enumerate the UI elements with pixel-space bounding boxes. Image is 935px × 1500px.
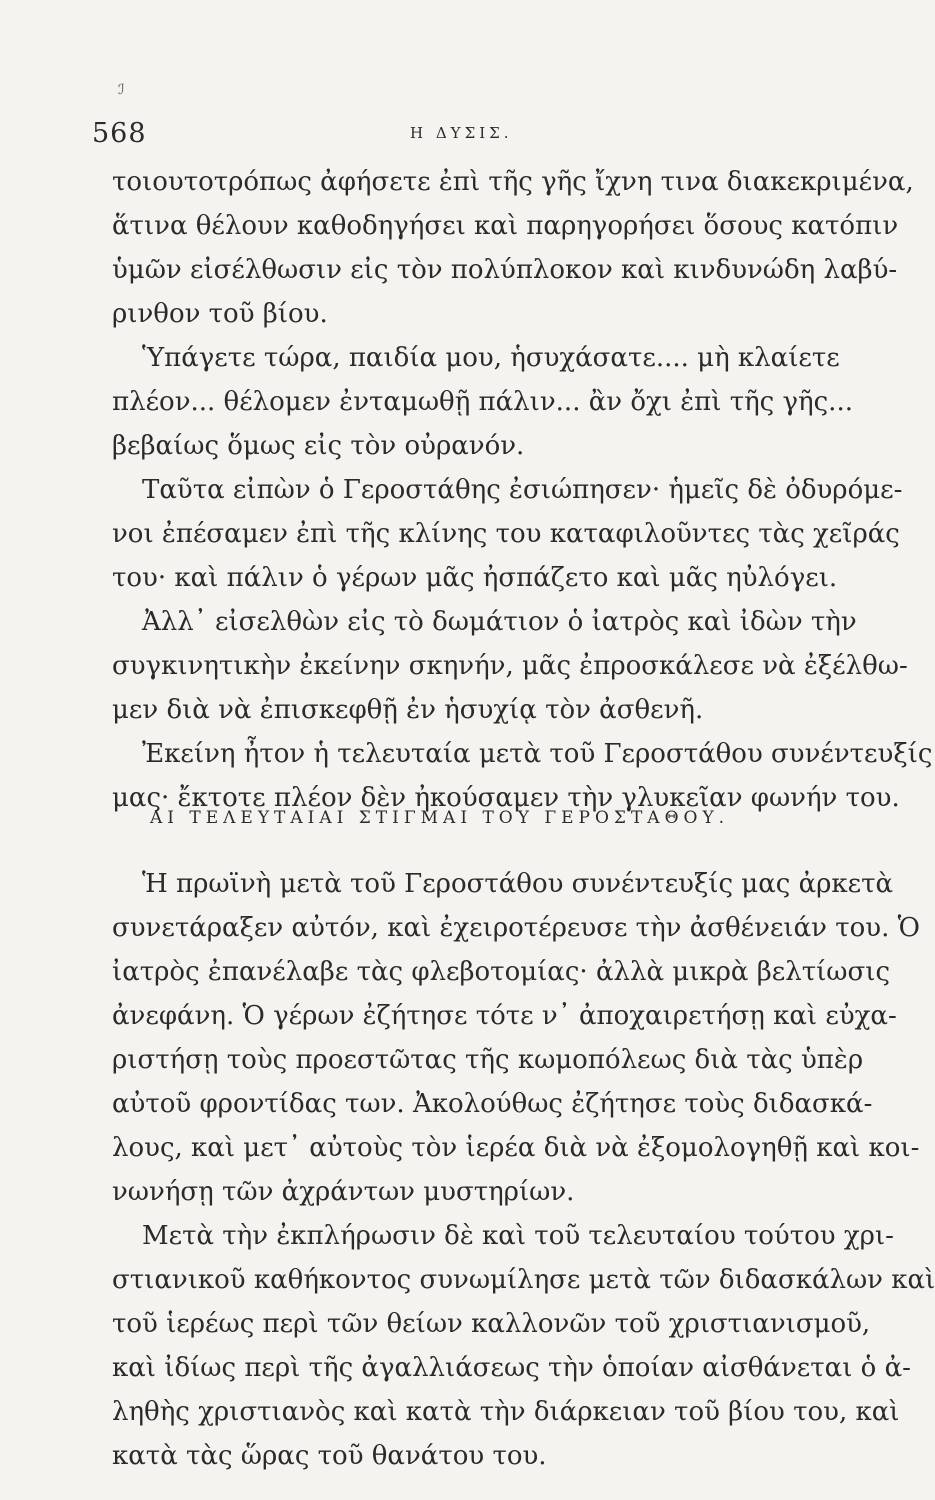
text-line: νοι ἐπέσαμεν ἐπὶ τῆς κλίνης του καταφιλοῦντες τὰς χεῖράς [112,519,900,549]
text-line: ὑμῶν εἰσέλθωσιν εἰς τὸν πολύπλοκον καὶ κινδυνώδη λαβύ- [112,255,898,285]
text-line: Ἀλλ᾽ εἰσελθὼν εἰς τὸ δωμάτιον ὁ ἰατρὸς καὶ ἰδὼν τὴν [142,607,857,637]
running-head: Η ΔΥΣΙΣ. [410,124,513,142]
text-line: στιανικοῦ καθήκοντος συνωμίλησε μετὰ τῶν διδασκάλων καὶ [112,1265,935,1295]
text-line: ἅτινα θέλουν καθοδηγήσει καὶ παρηγορήσει ὅσους κατόπιν [112,211,899,241]
text-line: ἀνεφάνη. Ὁ γέρων ἐζήτησε τότε ν᾽ ἀποχαιρετήσῃ καὶ εὐχα- [112,1001,897,1031]
text-line: νωνήσῃ τῶν ἀχράντων μυστηρίων. [112,1177,575,1207]
chapter-end-text [112,160,933,820]
text-line: βεβαίως ὅμως εἰς τὸν οὐρανόν. [112,431,525,461]
text-line: Ἐκείνη ἦτον ἡ τελευταία μετὰ τοῦ Γεροστάθου συνέντευξίς [142,739,933,769]
text-line: Ταῦτα εἰπὼν ὁ Γεροστάθης ἐσιώπησεν· ἡμεῖς δὲ ὀδυρόμε- [142,475,903,505]
text-line: καὶ ἰδίως περὶ τῆς ἀγαλλιάσεως τὴν ὁποίαν αἰσθάνεται ὁ ἀ- [112,1353,911,1383]
text-line: ἰατρὸς ἐπανέλαβε τὰς φλεβοτομίας· ἀλλὰ μικρὰ βελτίωσις [112,957,891,987]
page-header [0,118,908,158]
page-number: 568 [92,118,147,149]
text-line: τοιουτοτρόπως ἀφήσετε ἐπὶ τῆς γῆς ἴχνη τινα διακεκριμένα, [112,167,914,197]
text-line: ριστήσῃ τοὺς προεστῶτας τῆς κωμοπόλεως διὰ τὰς ὑπὲρ [112,1045,864,1075]
text-line: πλέον... θέλομεν ἐνταμωθῇ πάλιν... ἂν ὄχι ἐπὶ τῆς γῆς... [112,387,853,417]
text-line: Ὑπάγετε τώρα, παιδία μου, ἡσυχάσατε.... μὴ κλαίετε [142,343,840,373]
text-line: λους, καὶ μετ᾽ αὐτοὺς τὸν ἱερέα διὰ νὰ ἐξομολογηθῇ καὶ κοι- [112,1133,920,1163]
section-body-text [112,862,935,1478]
text-line: συνετάραξεν αὐτόν, καὶ ἐχειροτέρευσε τὴν ἀσθένειάν του. Ὁ [112,913,920,943]
text-line: ληθὴς χριστιανὸς καὶ κατὰ τὴν διάρκειαν τοῦ βίου του, καὶ [112,1397,900,1427]
text-line: του· καὶ πάλιν ὁ γέρων μᾶς ἠσπάζετο καὶ μᾶς ηὐλόγει. [112,563,838,593]
text-line: μας· ἔκτοτε πλέον δὲν ἠκούσαμεν τὴν γλυκεῖαν φωνήν του. [112,783,900,813]
text-line: ρινθον τοῦ βίου. [112,299,328,329]
section-title: ΑΙ ΤΕΛΕΥΤΑΙΑΙ ΣΤΙΓΜΑΙ ΤΟΥ ΓΕΡΟΣΤΑΘΟΥ. [150,808,730,828]
text-line: συγκινητικὴν ἐκείνην σκηνήν, μᾶς ἐπροσκάλεσε νὰ ἐξέλθω- [112,651,908,681]
text-line: Ἡ πρωϊνὴ μετὰ τοῦ Γεροστάθου συνέντευξίς μας ἀρκετὰ [142,869,894,899]
text-line: αὐτοῦ φροντίδας των. Ἀκολούθως ἐζήτησε τοὺς διδασκά- [112,1089,873,1119]
text-line: κατὰ τὰς ὥρας τοῦ θανάτου του. [112,1441,547,1471]
text-line: μεν διὰ νὰ ἐπισκεφθῇ ἐν ἡσυχίᾳ τὸν ἀσθενῆ. [112,695,704,725]
ink-mark: ℐ [118,82,125,98]
text-line: τοῦ ἱερέως περὶ τῶν θείων καλλονῶν τοῦ χριστιανισμοῦ, [112,1309,871,1339]
text-line: Μετὰ τὴν ἐκπλήρωσιν δὲ καὶ τοῦ τελευταίου τούτου χρι- [142,1221,894,1251]
